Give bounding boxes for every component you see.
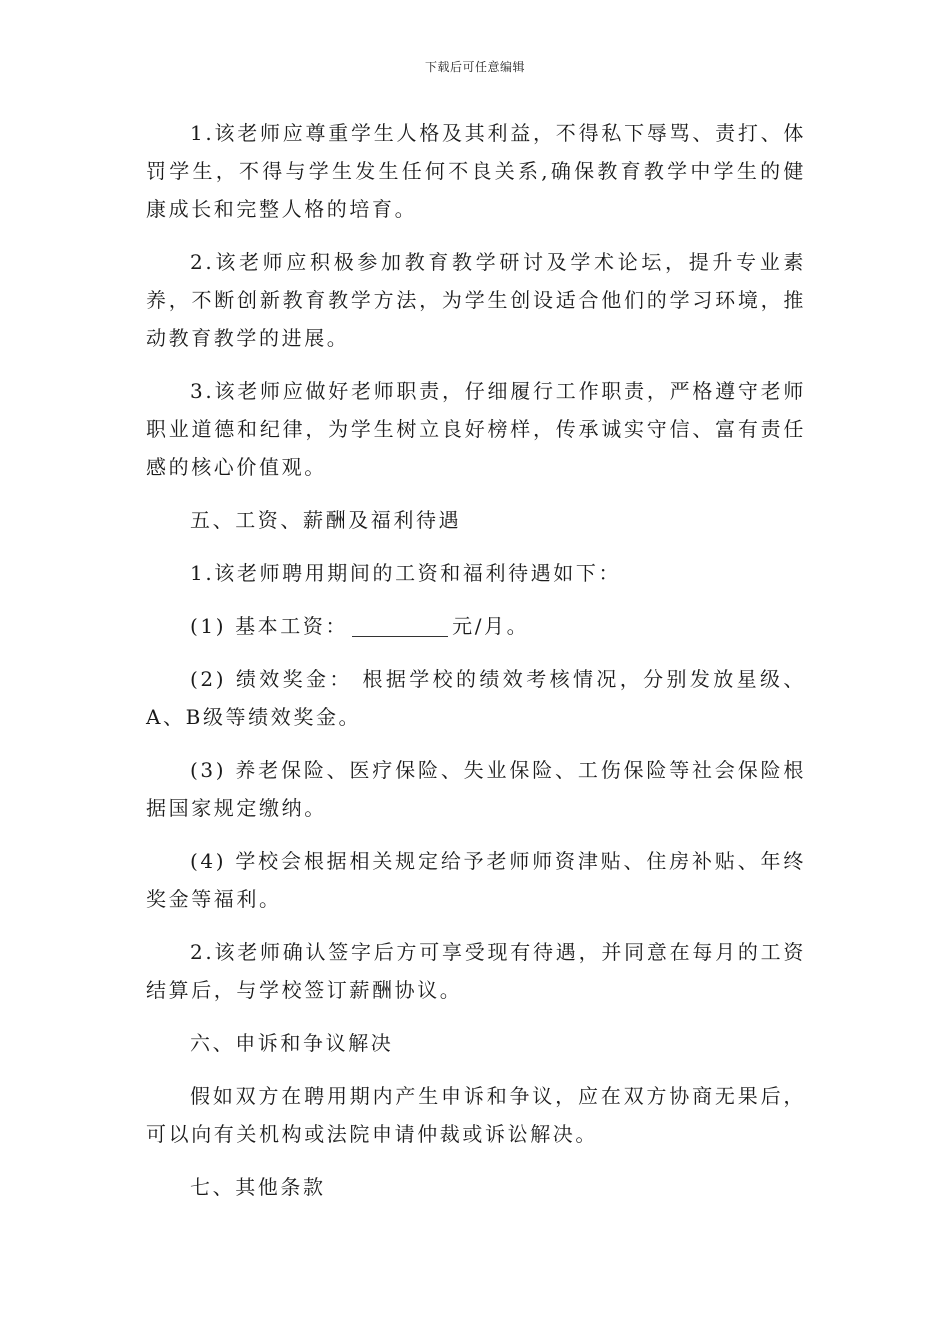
salary-line <box>146 607 806 645</box>
clause-paragraph: 3.该老师应做好老师职责，仔细履行工作职责，严格遵守老师职业道德和纪律，为学生树立良好榜样，传承诚实守信、富有责任感的核心价值观。 <box>146 379 806 479</box>
salary-label: (1) 基本工资： <box>190 614 349 638</box>
salary-unit: 元/月。 <box>452 614 530 638</box>
section-heading: 五、工资、薪酬及福利待遇 <box>190 508 462 532</box>
clause-paragraph: (4) 学校会根据相关规定给予老师师资津贴、住房补贴、年终奖金等福利。 <box>146 849 806 911</box>
clause-paragraph: 2.该老师确认签字后方可享受现有待遇，并同意在每月的工资结算后，与学校签订薪酬协议。 <box>146 940 806 1002</box>
section-heading: 六、申诉和争议解决 <box>190 1031 394 1055</box>
page-header: 下载后可任意编辑 <box>424 60 525 74</box>
clause-paragraph: (3) 养老保险、医疗保险、失业保险、工伤保险等社会保险根据国家规定缴纳。 <box>146 758 806 820</box>
clause-paragraph: 假如双方在聘用期内产生申诉和争议，应在双方协商无果后，可以向有关机构或法院申请仲裁或诉讼解决。 <box>146 1084 806 1146</box>
document-body <box>146 114 806 1221</box>
section-heading: 七、其他条款 <box>190 1175 326 1199</box>
salary-blank[interactable] <box>352 614 448 637</box>
clause-paragraph: 1.该老师应尊重学生人格及其利益，不得私下辱骂、责打、体罚学生，不得与学生发生任何不良关系,确保教育教学中学生的健康成长和完整人格的培育。 <box>146 121 806 221</box>
clause-paragraph: 1.该老师聘用期间的工资和福利待遇如下： <box>190 561 622 585</box>
clause-paragraph: (2) 绩效奖金： 根据学校的绩效考核情况，分别发放星级、A、B级等绩效奖金。 <box>146 667 806 729</box>
clause-paragraph: 2.该老师应积极参加教育教学研讨及学术论坛，提升专业素养，不断创新教育教学方法，为学生创设适合他们的学习环境，推动教育教学的进展。 <box>146 250 806 350</box>
